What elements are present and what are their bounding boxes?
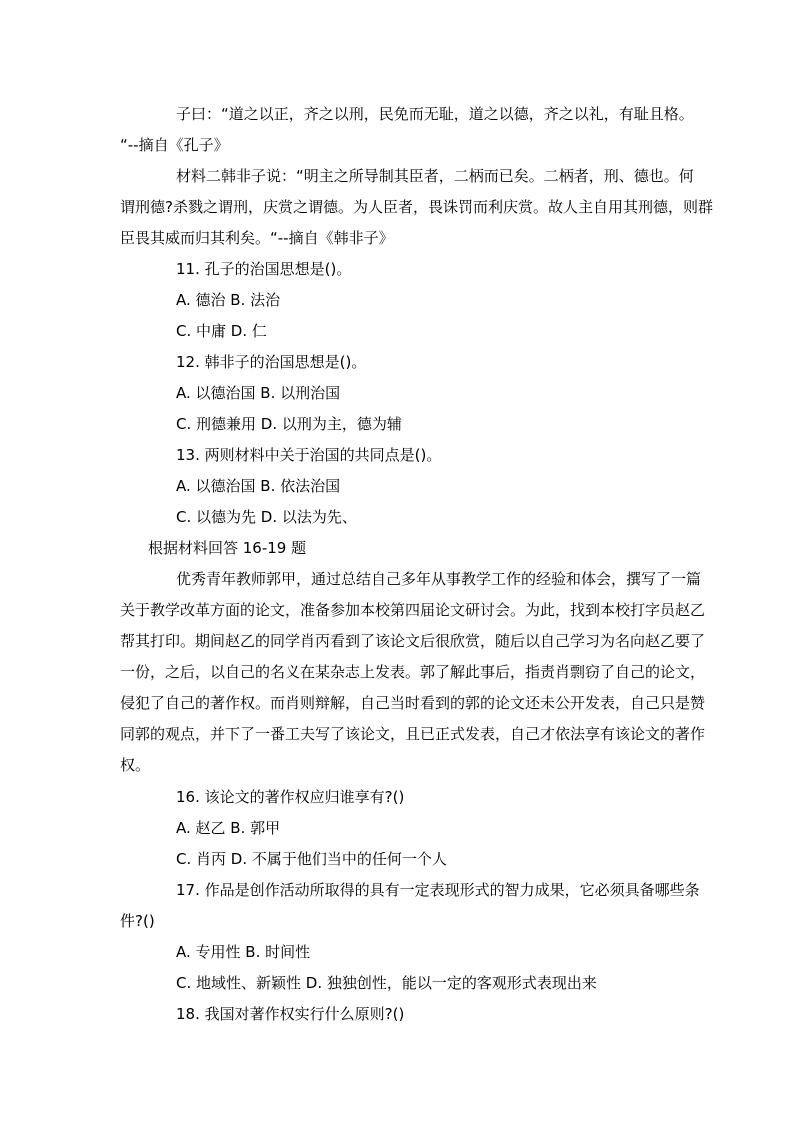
material-two-source: 臣畏其威而归其利矣。“--摘自《韩非子》 xyxy=(120,229,394,247)
question-12-options-cd: C. 刑德兼用 D. 以刑为主，德为辅 xyxy=(176,415,402,433)
question-16: 16. 该论文的著作权应归谁享有?() xyxy=(176,788,405,806)
question-11-options-cd: C. 中庸 D. 仁 xyxy=(176,322,267,340)
quote-confucius: 子曰：“道之以正，齐之以刑，民免而无耻，道之以德，齐之以礼，有耻且格。 xyxy=(176,105,694,123)
question-12: 12. 韩非子的治国思想是()。 xyxy=(176,353,367,371)
question-16-options-ab: A. 赵乙 B. 郭甲 xyxy=(176,819,281,837)
material-two-intro: 材料二韩非子说：“明主之所导制其臣者，二柄而已矣。二柄者，刑、德也。何 xyxy=(176,167,694,185)
quote-confucius-source: “--摘自《孔子》 xyxy=(120,136,229,154)
question-13: 13. 两则材料中关于治国的共同点是()。 xyxy=(176,446,442,464)
question-17-continued: 件?() xyxy=(120,912,155,930)
question-18: 18. 我国对著作权实行什么原则?() xyxy=(176,1005,405,1023)
material-two-text: 谓刑德?杀戮之谓刑，庆赏之谓德。为人臣者，畏诛罚而利庆赏。故人主自用其刑德，则群 xyxy=(120,198,713,216)
question-17-options-cd: C. 地域性、新颖性 D. 独独创性，能以一定的客观形式表现出来 xyxy=(176,974,597,992)
case-paragraph-line-4: 一份，之后，以自己的名义在某杂志上发表。郭了解此事后，指责肖剽窃了自己的论文， xyxy=(120,663,706,681)
question-17-options-ab: A. 专用性 B. 时间性 xyxy=(176,943,311,961)
case-paragraph-line-2: 关于教学改革方面的论文，准备参加本校第四届论文研讨会。为此，找到本校打字员赵乙 xyxy=(120,601,706,619)
section-heading: 根据材料回答 16-19 题 xyxy=(148,539,307,557)
case-paragraph-line-5: 侵犯了自己的著作权。而肖则辩解，自己当时看到的郭的论文还未公开发表，自己只是赞 xyxy=(120,694,706,712)
case-paragraph-line-1: 优秀青年教师郭甲，通过总结自己多年从事教学工作的经验和体会，撰写了一篇 xyxy=(176,570,702,588)
question-16-options-cd: C. 肖丙 D. 不属于他们当中的任何一个人 xyxy=(176,850,447,868)
case-paragraph-line-3: 帮其打印。期间赵乙的同学肖丙看到了该论文后很欣赏，随后以自己学习为名向赵乙要了 xyxy=(120,632,706,650)
question-17: 17. 作品是创作活动所取得的具有一定表现形式的智力成果，它必须具备哪些条 xyxy=(176,881,700,899)
question-13-options-ab: A. 以德治国 B. 依法治国 xyxy=(176,477,341,495)
case-paragraph-line-7: 权。 xyxy=(120,756,151,774)
case-paragraph-line-6: 同郭的观点，并下了一番工夫写了该论文，且已正式发表，自己才依法享有该论文的著作 xyxy=(120,725,706,743)
question-12-options-ab: A. 以德治国 B. 以刑治国 xyxy=(176,384,341,402)
question-11-options-ab: A. 德治 B. 法治 xyxy=(176,291,281,309)
question-13-options-cd: C. 以德为先 D. 以法为先、 xyxy=(176,508,357,526)
question-11: 11. 孔子的治国思想是()。 xyxy=(176,260,352,278)
